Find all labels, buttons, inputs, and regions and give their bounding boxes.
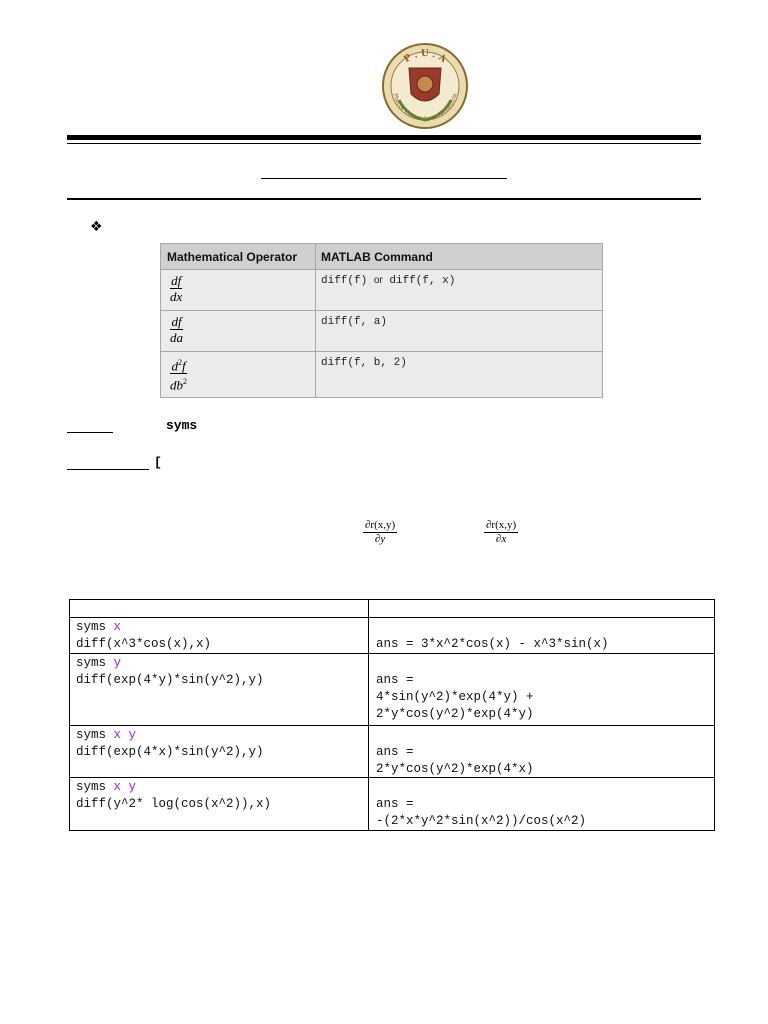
operator-table bbox=[160, 243, 603, 398]
example-code bbox=[76, 727, 264, 761]
result-line: -(2*x*y^2*sin(x^2))/cos(x^2) bbox=[376, 814, 587, 828]
result-line: ans = bbox=[376, 797, 414, 811]
logo-bottom-text: Pharos University in Alexandria bbox=[391, 92, 459, 123]
result-line: 2*y*cos(y^2)*exp(4*x) bbox=[376, 762, 534, 776]
logo-top-text: P . U . A bbox=[402, 48, 448, 65]
example-result bbox=[376, 744, 534, 778]
matlab-command: diff(f, b, 2) bbox=[321, 357, 407, 369]
command-text: diff(f, x) bbox=[389, 275, 456, 287]
partial-numerator: ∂r(x,y) bbox=[365, 519, 396, 531]
result-line: ans = 3*x^2*cos(x) - x^3*sin(x) bbox=[376, 637, 609, 651]
diff-command: diff(exp(4*y)*sin(y^2),y) bbox=[76, 673, 264, 687]
section-divider-rule bbox=[67, 198, 701, 200]
heading-underline bbox=[67, 469, 149, 470]
diff-command: diff(y^2* log(cos(x^2)),x) bbox=[76, 797, 272, 811]
row-divider bbox=[161, 351, 602, 352]
row-divider bbox=[161, 310, 602, 311]
fraction-numerator: df bbox=[171, 273, 182, 288]
syms-keyword: syms bbox=[76, 620, 107, 634]
syms-keyword: syms bbox=[166, 418, 198, 433]
example-result bbox=[376, 796, 586, 830]
derivative-fraction bbox=[170, 356, 187, 393]
partial-derivative-y bbox=[363, 519, 397, 546]
partial-denominator: ∂x bbox=[495, 533, 507, 545]
fraction-numerator: df bbox=[171, 314, 182, 329]
result-line: 4*sin(y^2)*exp(4*y) + bbox=[376, 690, 534, 704]
syms-keyword: syms bbox=[76, 656, 107, 670]
symbolic-variables: x y bbox=[113, 728, 137, 742]
symbolic-variables: x y bbox=[113, 780, 137, 794]
command-header-cell: MATLAB Command bbox=[321, 250, 433, 264]
example-code bbox=[76, 655, 264, 689]
numerator-tail: f bbox=[181, 358, 186, 374]
fraction-denominator bbox=[170, 374, 187, 392]
result-line: ans = bbox=[376, 673, 414, 687]
denominator-exponent: 2 bbox=[183, 377, 187, 387]
open-bracket: [ bbox=[154, 455, 162, 470]
diff-command: diff(x^3*cos(x),x) bbox=[76, 637, 212, 651]
header-thick-rule bbox=[67, 135, 701, 140]
row-divider bbox=[70, 725, 714, 726]
result-line: ans = bbox=[376, 745, 414, 759]
partial-denominator: ∂y bbox=[374, 533, 386, 545]
example-code bbox=[76, 779, 271, 813]
row-divider bbox=[70, 653, 714, 654]
example-result bbox=[376, 672, 534, 723]
operator-header-cell: Mathematical Operator bbox=[167, 250, 298, 264]
derivative-fraction bbox=[170, 315, 183, 345]
diff-command: diff(exp(4*x)*sin(y^2),y) bbox=[76, 745, 264, 759]
example-code bbox=[76, 619, 211, 653]
example-result bbox=[376, 636, 609, 653]
numerator-exponent: 2 bbox=[177, 358, 182, 367]
pua-seal-icon bbox=[381, 42, 469, 130]
row-divider bbox=[70, 617, 714, 618]
partial-derivative-x bbox=[484, 519, 518, 546]
header-thin-rule bbox=[67, 143, 701, 144]
symbolic-variables: y bbox=[113, 656, 122, 670]
examples-table bbox=[69, 599, 715, 831]
denominator-base: db bbox=[170, 377, 183, 393]
fraction-numerator bbox=[170, 356, 187, 374]
fraction-denominator: da bbox=[170, 330, 183, 345]
symbolic-variables: x bbox=[113, 620, 122, 634]
result-line: 2*y*cos(y^2)*exp(4*y) bbox=[376, 707, 534, 721]
title-underline bbox=[261, 178, 507, 179]
syms-keyword: syms bbox=[76, 780, 107, 794]
numerator-base: d bbox=[171, 358, 178, 374]
column-divider bbox=[368, 600, 369, 830]
bullet-diamond-icon: ❖ bbox=[90, 219, 103, 235]
command-joiner: or bbox=[373, 275, 383, 286]
university-logo bbox=[381, 42, 469, 130]
partial-numerator: ∂r(x,y) bbox=[486, 519, 517, 531]
fraction-denominator: dx bbox=[170, 289, 183, 304]
derivative-fraction bbox=[170, 274, 182, 304]
syms-keyword: syms bbox=[76, 728, 107, 742]
matlab-command: diff(f, a) bbox=[321, 316, 388, 328]
matlab-command bbox=[321, 275, 455, 287]
column-divider bbox=[315, 244, 316, 397]
heading-underline bbox=[67, 432, 113, 433]
command-text: diff(f) bbox=[321, 275, 368, 287]
